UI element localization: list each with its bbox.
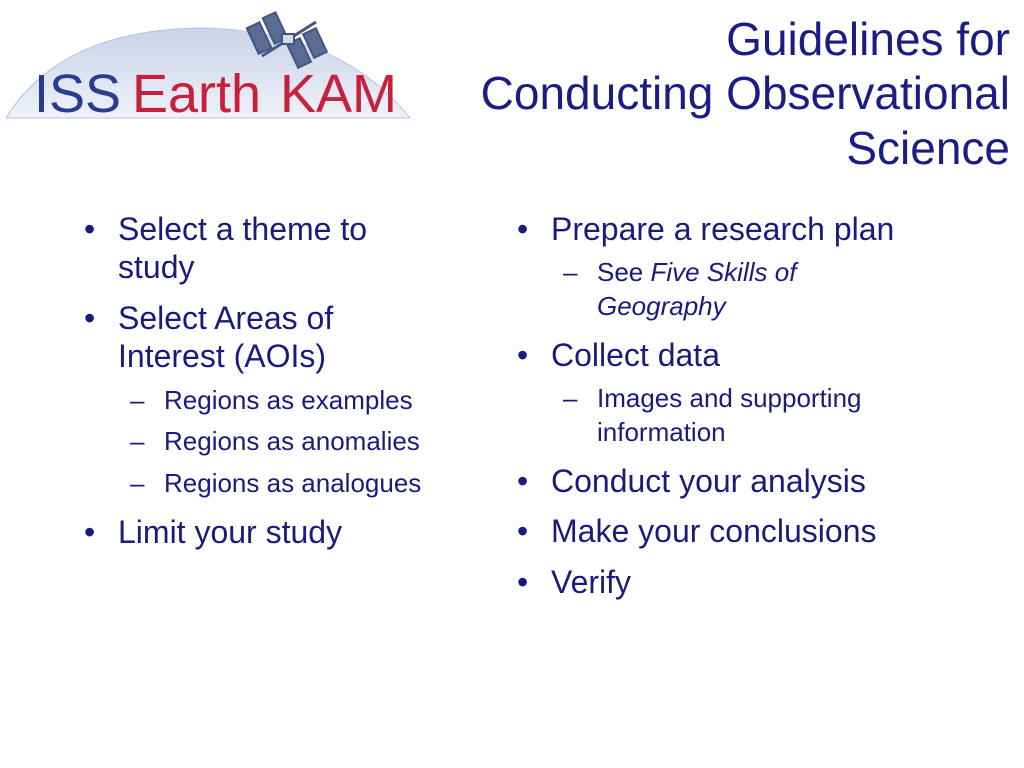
- bullet-icon: •: [517, 513, 529, 550]
- logo-earth-text: Earth: [132, 64, 262, 124]
- bullet-icon: •: [517, 336, 529, 373]
- bullet-icon: •: [517, 462, 529, 499]
- sub-list-item-text: Regions as examples: [164, 384, 413, 415]
- sub-list-item-text: Regions as anomalies: [164, 426, 420, 457]
- bullet-icon: •: [84, 513, 96, 550]
- sub-list-item-italic: Five Skills of Geography: [597, 257, 797, 322]
- sub-list-item: [563, 382, 987, 450]
- bullet-icon: •: [517, 211, 529, 247]
- list-item: [517, 563, 987, 601]
- dash-bullet-icon: –: [130, 384, 145, 415]
- title-line-2: Conducting Observational: [480, 67, 1010, 120]
- bullet-icon: •: [84, 211, 96, 247]
- bullet-icon: •: [517, 563, 529, 600]
- sub-list-item: [563, 256, 907, 324]
- logo-kam-text: KAM: [280, 64, 398, 124]
- list-item-text: Make your conclusions: [551, 513, 877, 550]
- dash-bullet-icon: –: [130, 426, 145, 457]
- sub-list-item-prefix: See: [597, 257, 651, 288]
- list-item-text: Verify: [551, 563, 632, 600]
- sub-list-item: [130, 467, 444, 501]
- list-item-text: Select Areas of Interest (AOIs): [118, 299, 334, 375]
- list-item-text: Limit your study: [118, 513, 343, 550]
- sub-list-item: [130, 384, 444, 418]
- list-item: [517, 210, 987, 324]
- list-item: [517, 512, 987, 550]
- bullet-icon: •: [84, 299, 96, 336]
- list-item-text: Collect data: [551, 336, 720, 373]
- list-item-text: Conduct your analysis: [551, 462, 866, 499]
- sub-list-item-text: Regions as analogues: [164, 468, 422, 499]
- dash-bullet-icon: –: [563, 257, 578, 288]
- title-line-1: Guidelines for: [726, 13, 1010, 65]
- list-item: [517, 336, 987, 450]
- left-column: [84, 210, 444, 563]
- title-line-3: Science: [846, 121, 1010, 174]
- list-item: [84, 210, 444, 287]
- sub-list-item: [130, 425, 444, 459]
- dash-bullet-icon: –: [563, 383, 578, 414]
- right-column: [517, 210, 987, 613]
- dash-bullet-icon: –: [130, 468, 145, 499]
- list-item: [517, 462, 987, 500]
- sub-list-item-text: Images and supporting information: [597, 383, 862, 448]
- list-item-text: Prepare a research plan: [551, 211, 895, 247]
- list-item: [84, 513, 444, 551]
- list-item: [84, 299, 444, 501]
- list-item-text: Select a theme to study: [118, 211, 368, 286]
- logo-iss-text: ISS: [34, 64, 122, 124]
- slide-title: [330, 12, 1010, 175]
